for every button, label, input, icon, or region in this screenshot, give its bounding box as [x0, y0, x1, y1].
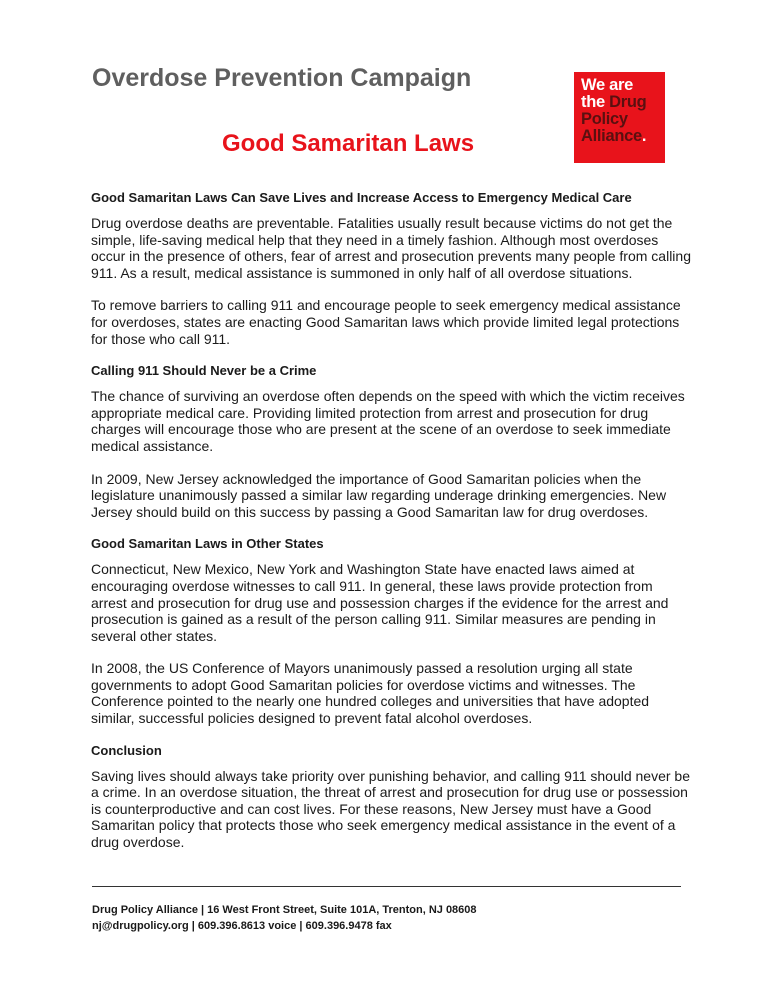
footer-divider — [92, 886, 681, 887]
logo-line-2-dark: Drug — [609, 93, 647, 111]
campaign-title: Overdose Prevention Campaign — [92, 64, 472, 92]
paragraph: In 2009, New Jersey acknowledged the importance of Good Samaritan policies when the legislature unanimously passed a similar law regarding underage drinking emergencies. New Jersey should build on this success by passing a Good Samaritan law for drug overdoses. — [91, 470, 667, 520]
paragraph: Connecticut, New Mexico, New York and Washington State have enacted laws aimed at encouraging overdose witnesses to call 911. In general, these laws provide protection from arrest and prosecution for drug use and possession charges if the evidence for the arrest and prosecution is gained as a result of the person calling 911. Similar measures are pending in several other states. — [91, 561, 669, 644]
drug-policy-alliance-logo — [574, 72, 665, 163]
logo-line-4 — [581, 128, 661, 145]
logo-line-2-white: the — [581, 93, 610, 111]
paragraph: Saving lives should always take priority over punishing behavior, and calling 911 should never be a crime. In an overdose situation, the threat of arrest and prosecution for drug use or possession is counterproductive and can cost lives. For these reasons, New Jersey must have a Good Samaritan policy that protects those who seek emergency medical assistance in the event of a drug overdose. — [91, 767, 690, 851]
section-heading: Conclusion — [91, 742, 162, 758]
logo-line-1: We are — [581, 76, 634, 94]
footer-contact: nj@drugpolicy.org | 609.396.8613 voice | 609.396.9478 fax — [92, 920, 392, 932]
section-heading: Calling 911 Should Never be a Crime — [91, 363, 317, 379]
logo-line-4-dot: . — [641, 127, 647, 145]
footer-address: Drug Policy Alliance | 16 West Front Street, Suite 101A, Trenton, NJ 08608 — [92, 904, 477, 916]
paragraph: The chance of surviving an overdose often depends on the speed with which the victim receives appropriate medical care. Providing limited protection from arrest and prosecution for drug charges will encourage those who are present at the scene of an overdose to seek immediate medical assistance. — [91, 388, 685, 454]
logo-line-4-text: Alliance — [581, 127, 642, 145]
document-body — [91, 190, 691, 867]
footer — [92, 902, 477, 934]
paragraph: To remove barriers to calling 911 and encourage people to seek emergency medical assistance for overdoses, states are enacting Good Samaritan laws which provide limited legal protections for those who call 911. — [91, 297, 681, 347]
section-heading: Good Samaritan Laws Can Save Lives and Increase Access to Emergency Medical Care — [91, 190, 632, 205]
paragraph: In 2008, the US Conference of Mayors unanimously passed a resolution urging all state governments to adopt Good Samaritan policies for overdose victims and witnesses. The Conference pointed to the nearly one hundred colleges and universities that have adopted similar, successful policies designed to prevent fatal alcohol overdoses. — [91, 660, 650, 727]
logo-line-3: Policy — [581, 110, 628, 128]
section-heading: Good Samaritan Laws in Other States — [91, 536, 324, 552]
paragraph: Drug overdose deaths are preventable. Fatalities usually result because victims do not get the simple, life-saving medical help that they need in a timely fashion. Although most overdoses occur in the presence of others, fear of arrest and prosecution prevents many people from calling 911. As a result, medical assistance is summoned in only half of all overdose situations. — [91, 215, 691, 281]
page-title: Good Samaritan Laws — [222, 130, 475, 157]
logo-line-2 — [581, 94, 661, 111]
